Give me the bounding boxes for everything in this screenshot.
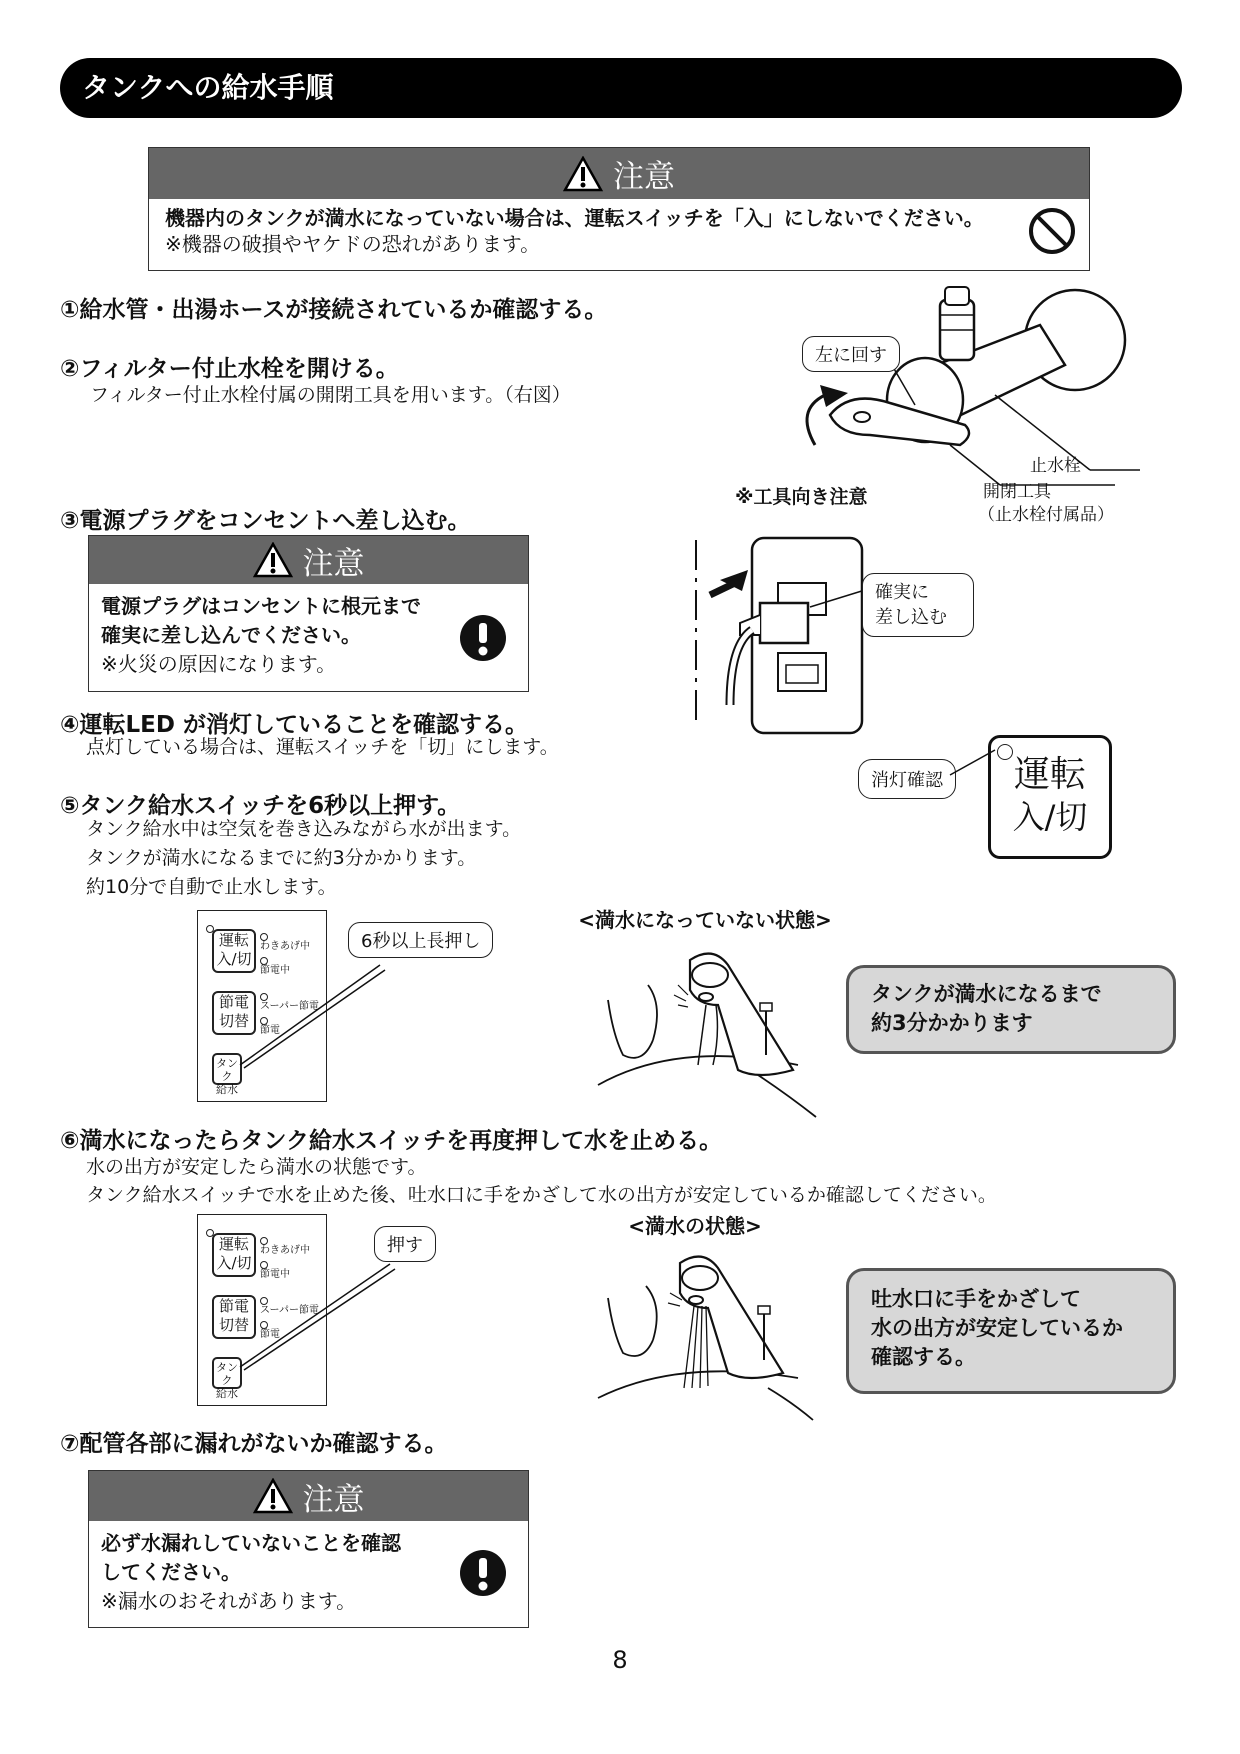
boiling-led-label: わきあげ中 [260, 941, 310, 952]
info-line-1: 吐水口に手をかざして [871, 1287, 1081, 1311]
run-led-icon [206, 1229, 214, 1237]
step-6: ⑥満水になったらタンク給水スイッチを再度押して水を止める。 [60, 1128, 723, 1154]
caution-text: 機器内のタンクが満水になっていない場合は、運転スイッチを「入」にしないでください。 [165, 206, 984, 230]
caution-header [89, 1471, 528, 1521]
caution-header [89, 536, 528, 584]
save-led-label: 節電 [260, 1025, 280, 1036]
run-switch-button[interactable]: 運転 入/切 [212, 1233, 256, 1277]
caution-note: ※機器の破損やヤケドの恐れがあります。 [165, 232, 541, 256]
caution-box-top [148, 147, 1090, 271]
hold-six-seconds-callout: 6秒以上長押し [348, 922, 493, 958]
info-line-3: 確認する。 [871, 1345, 976, 1369]
tool-note: （止水栓付属品） [978, 505, 1114, 525]
page-number: 8 [612, 1646, 628, 1674]
insert-callout [862, 573, 974, 637]
step-5: ⑤タンク給水スイッチを6秒以上押す。 [60, 793, 461, 819]
power-save-button[interactable]: 節電 切替 [212, 991, 256, 1035]
warning-triangle-icon [563, 156, 603, 192]
run-switch-button[interactable]: 運転 入/切 [212, 929, 256, 973]
super-save-led-label: スーパー節電 [260, 1001, 319, 1012]
caution-line-1: 電源プラグはコンセントに根元まで [101, 594, 421, 618]
boiling-led-label: わきあげ中 [260, 1245, 310, 1256]
caution-label: 注意 [302, 545, 365, 582]
caution-label: 注意 [302, 1481, 365, 1518]
run-switch-illustration [988, 735, 1112, 859]
outlet-illustration [690, 535, 1010, 740]
info-box-step5 [846, 965, 1176, 1054]
mandatory-icon [459, 1549, 507, 1597]
faucet-air-illustration [598, 945, 828, 1120]
press-leader-line-1 [240, 940, 390, 1070]
step-4: ④運転LED が消灯していることを確認する。 [60, 712, 528, 738]
caution-line-2: してください。 [101, 1560, 241, 1584]
run-led-icon [997, 744, 1013, 760]
orientation-note: ※工具向き注意 [735, 486, 868, 508]
step-2-detail: フィルター付止水栓付属の開閉工具を用います。（右図） [90, 384, 571, 406]
run-switch-label-1: 運転 [1013, 754, 1086, 795]
not-full-caption: <満水になっていない状態> [578, 908, 832, 932]
prohibition-icon [1027, 206, 1077, 256]
step-5-detail-2: タンクが満水になるまでに約3分かかります。 [86, 847, 477, 869]
caution-box-plug [88, 535, 529, 692]
run-switch-label-2: 入/切 [1012, 798, 1088, 836]
section-header [60, 58, 1182, 118]
step-3: ③電源プラグをコンセントへ差し込む。 [60, 508, 471, 534]
press-leader-line-2 [240, 1242, 400, 1372]
caution-note: ※漏水のおそれがあります。 [101, 1589, 357, 1613]
step-5-detail-3: 約10分で自動で止水します。 [86, 876, 337, 898]
full-caption: <満水の状態> [628, 1214, 762, 1238]
tank-fill-button[interactable]: タンク 給水 [212, 1357, 242, 1389]
power-save-button[interactable]: 節電 切替 [212, 1295, 256, 1339]
step-2: ②フィルター付止水栓を開ける。 [60, 356, 399, 382]
step-6-detail-1: 水の出方が安定したら満水の状態です。 [86, 1156, 427, 1178]
tool-label: 開閉工具 [983, 482, 1051, 502]
caution-note: ※火災の原因になります。 [101, 652, 337, 676]
run-led-icon [206, 925, 214, 933]
mandatory-icon [459, 614, 507, 662]
step-1: ①給水管・出湯ホースが接続されているか確認する。 [60, 297, 608, 323]
section-title: タンクへの給水手順 [82, 71, 334, 104]
caution-header [149, 148, 1089, 199]
led-off-callout: 消灯確認 [858, 759, 956, 799]
save-led-label: 節電 [260, 1329, 280, 1340]
info-line-2: 約3分かかります [871, 1011, 1033, 1035]
caution-line-2: 確実に差し込んでください。 [101, 623, 361, 647]
warning-triangle-icon [253, 1478, 293, 1514]
super-save-led-label: スーパー節電 [260, 1305, 319, 1316]
step-5-detail-1: タンク給水中は空気を巻き込みながら水が出ます。 [86, 818, 522, 840]
caution-label: 注意 [613, 159, 675, 195]
saving-led-label: 節電中 [260, 965, 290, 976]
caution-box-leak [88, 1470, 529, 1628]
caution-line-1: 必ず水漏れしていないことを確認 [101, 1531, 401, 1555]
info-line-1: タンクが満水になるまで [871, 982, 1102, 1006]
step-7: ⑦配管各部に漏れがないか確認する。 [60, 1431, 448, 1457]
press-callout: 押す [374, 1226, 436, 1262]
tank-fill-button[interactable]: タンク 給水 [212, 1053, 242, 1085]
warning-triangle-icon [253, 542, 293, 578]
turn-left-callout: 左に回す [802, 336, 900, 372]
valve-label: 止水栓 [1030, 456, 1081, 476]
insert-callout-line-2: 差し込む [875, 607, 947, 628]
step-4-detail: 点灯している場合は、運転スイッチを「切」にします。 [86, 736, 559, 758]
step-6-detail-2: タンク給水スイッチで水を止めた後、吐水口に手をかざして水の出方が安定しているか確認してください。 [86, 1184, 997, 1206]
info-line-2: 水の出方が安定しているか [871, 1316, 1123, 1340]
faucet-stable-illustration [598, 1248, 828, 1423]
valve-illustration [790, 285, 1150, 515]
insert-callout-line-1: 確実に [875, 582, 929, 603]
saving-led-label: 節電中 [260, 1269, 290, 1280]
info-box-step6 [846, 1268, 1176, 1394]
